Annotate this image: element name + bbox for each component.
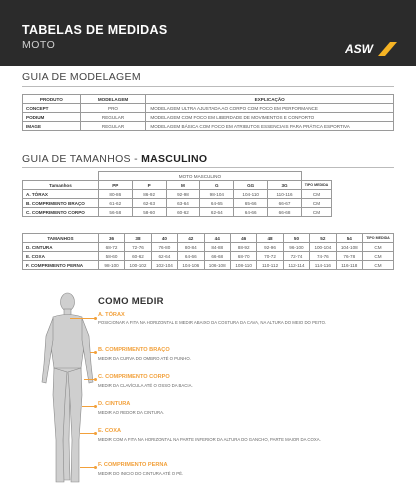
asw-logo — [345, 40, 397, 58]
table-header-cell: TIPO MEDIDA — [363, 234, 394, 243]
silhouette-torso — [51, 315, 84, 372]
table-cell: CM — [363, 243, 394, 252]
table-cell: 80-86 — [98, 190, 132, 199]
table-cell: REGULAR — [80, 113, 146, 122]
product-name: IMAGE — [23, 122, 81, 131]
page-title: TABELAS DE MEDIDAS — [22, 23, 168, 37]
measure-title-f: F. COMPRIMENTO PERNA — [98, 462, 168, 468]
leader-dot-e — [94, 432, 97, 435]
tamanhos-title-prefix: GUIA DE TAMANHOS - — [22, 153, 142, 165]
table-header-cell: MODELAGEM — [80, 95, 146, 104]
table-header-cell: TIPO MEDIDA — [301, 181, 331, 190]
product-name: PODIUM — [23, 113, 81, 122]
table-header-cell: M — [166, 181, 200, 190]
table-header-cell: 44 — [204, 234, 230, 243]
table-cell: 106-108 — [204, 261, 230, 270]
table-cell: 76-80 — [151, 243, 177, 252]
como-medir-title: COMO MEDIR — [98, 296, 164, 307]
table-cell: 56-58 — [98, 208, 132, 217]
table-cell: 100-102 — [125, 261, 151, 270]
table-cell: CM — [363, 261, 394, 270]
table-cell: 116-118 — [336, 261, 362, 270]
table-cell: 66-68 — [204, 252, 230, 261]
table-cell: PRO — [80, 104, 146, 113]
table-cell: 58-60 — [98, 252, 124, 261]
table-cell: CM — [301, 199, 331, 208]
table-row — [23, 243, 394, 252]
table-header-cell: EXPLICAÇÃO — [146, 95, 394, 104]
table-cell: 110-116 — [268, 190, 302, 199]
table-cell: 68-72 — [98, 243, 124, 252]
tamanhos-title — [22, 153, 207, 165]
table-cell: MODELAGEM COM FOCO EM LIBERDADE DE MOVIMENTOS E CONFORTO — [146, 113, 394, 122]
table-header-cell: 40 — [151, 234, 177, 243]
table-cell: 65-66 — [234, 199, 268, 208]
table-cell: 108-110 — [230, 261, 256, 270]
measure-title-b: B. COMPRIMENTO BRAÇO — [98, 347, 170, 353]
table-header-cell: 46 — [230, 234, 256, 243]
table-group-row — [23, 172, 332, 181]
table-cell: 100-104 — [310, 243, 336, 252]
table-cell: 70-72 — [257, 252, 283, 261]
silhouette-head — [61, 293, 75, 311]
body-silhouette — [40, 290, 95, 490]
table-row — [23, 261, 394, 270]
table-row — [23, 252, 394, 261]
measure-title-a: A. TÓRAX — [98, 312, 125, 318]
modelagem-title: GUIA DE MODELAGEM — [22, 71, 141, 83]
table-header-row — [23, 181, 332, 190]
silhouette-right-leg — [68, 368, 82, 482]
table-cell: CM — [301, 190, 331, 199]
table-cell: 64-66 — [234, 208, 268, 217]
measure-title-e: E. COXA — [98, 428, 122, 434]
table-row — [23, 122, 394, 131]
table-cell: 92-98 — [166, 190, 200, 199]
measure-label: E. COXA — [23, 252, 99, 261]
logo-stripe-icon — [378, 42, 397, 56]
table-cell: 62-64 — [200, 208, 234, 217]
table-header-cell: 3G — [268, 181, 302, 190]
table-cell: MODELAGEM BÁSICA COM FOCO EM ATRIBUTOS ESSENCIAIS PARA PRÁTICA ESPORTIVA — [146, 122, 394, 131]
table-cell: 88-92 — [230, 243, 256, 252]
size-table-bottom — [22, 233, 394, 270]
table-header-cell: G — [200, 181, 234, 190]
measure-label: A. TÓRAX — [23, 190, 99, 199]
leader-line-a — [70, 318, 96, 319]
table-cell: 84-88 — [204, 243, 230, 252]
table-cell: 58-60 — [132, 208, 166, 217]
table-header-cell: 52 — [310, 234, 336, 243]
table-cell: 104-110 — [234, 190, 268, 199]
table-header-cell: PP — [98, 181, 132, 190]
measure-desc-a: POSICIONAR A FITA NA HORIZONTAL E MEDIR ABAIXO DA COSTURA DA CAVA, NA ALTURA DO MEIO DO PEITO. — [98, 320, 327, 325]
table-row — [23, 104, 394, 113]
table-cell: 68-70 — [230, 252, 256, 261]
page-subtitle: MOTO — [22, 39, 56, 51]
divider — [22, 86, 394, 87]
table-header-cell: 36 — [98, 234, 124, 243]
table-header-cell: 42 — [178, 234, 204, 243]
table-cell: 80-84 — [178, 243, 204, 252]
table-row — [23, 113, 394, 122]
table-header-cell: TAMANHOS — [23, 234, 99, 243]
table-cell: 61-62 — [98, 199, 132, 208]
table-cell: 92-96 — [257, 243, 283, 252]
leader-dot-c — [94, 378, 97, 381]
table-cell: 96-100 — [283, 243, 309, 252]
table-cell: REGULAR — [80, 122, 146, 131]
leader-dot-d — [94, 405, 97, 408]
measure-label: F. COMPRIMENTO PERNA — [23, 261, 99, 270]
table-cell: 104-108 — [336, 243, 362, 252]
table-cell: 76-78 — [336, 252, 362, 261]
table-cell: 66-67 — [268, 199, 302, 208]
size-table-top — [22, 171, 332, 217]
modelagem-table — [22, 94, 394, 131]
table-cell: 114-116 — [310, 261, 336, 270]
measure-label: D. CINTURA — [23, 243, 99, 252]
table-header-cell: PRODUTO — [23, 95, 81, 104]
table-header-row — [23, 234, 394, 243]
measure-desc-d: MEDIR AO REDOR DA CINTURA. — [98, 410, 165, 415]
table-header-cell: 50 — [283, 234, 309, 243]
measure-title-c: C. COMPRIMENTO CORPO — [98, 374, 170, 380]
measure-desc-e: MEDIR COM A FITA NA HORIZONTAL NA PARTE INFERIOR DA ALTURA DO GANCHO, PARTE MAIOR DA COXA. — [98, 437, 321, 442]
table-cell: 60-62 — [125, 252, 151, 261]
table-cell: 72-76 — [125, 243, 151, 252]
silhouette-left-arm — [42, 318, 53, 383]
table-header-cell: 48 — [257, 234, 283, 243]
table-cell: 62-64 — [151, 252, 177, 261]
table-header-cell: GG — [234, 181, 268, 190]
silhouette-neck — [64, 309, 71, 315]
table-cell: 86-92 — [132, 190, 166, 199]
table-cell: 62-63 — [132, 199, 166, 208]
table-cell: 110-112 — [257, 261, 283, 270]
group-label: MOTO MASCULINO — [98, 172, 301, 181]
table-cell: 104-106 — [178, 261, 204, 270]
leader-dot-b — [94, 351, 97, 354]
table-cell: 98-100 — [98, 261, 124, 270]
table-cell: CM — [363, 252, 394, 261]
product-name: CONCEPT — [23, 104, 81, 113]
leader-dot-f — [94, 466, 97, 469]
measure-label: C. COMPRIMENTO CORPO — [23, 208, 99, 217]
table-cell: 64-66 — [178, 252, 204, 261]
page-header — [0, 0, 416, 66]
measure-desc-f: MEDIR DO INICIO DO CINTURA ATÉ O PÉ. — [98, 471, 184, 476]
table-cell: 63-64 — [166, 199, 200, 208]
table-cell: 112-114 — [283, 261, 309, 270]
table-header-cell: Tamanhos — [23, 181, 99, 190]
table-header-cell: 38 — [125, 234, 151, 243]
measure-desc-b: MEDIR DA CURVA DO OMBRO ATÉ O PUNHO. — [98, 356, 191, 361]
table-cell: 66-68 — [268, 208, 302, 217]
table-cell: 74-76 — [310, 252, 336, 261]
table-header-row — [23, 95, 394, 104]
table-header-cell: 54 — [336, 234, 362, 243]
silhouette-right-arm — [82, 318, 93, 383]
table-cell: CM — [301, 208, 331, 217]
table-cell: 64-65 — [200, 199, 234, 208]
table-cell: MODELAGEM ULTRA AJUSTADA AO CORPO COM FOCO EM PERFORMANCE — [146, 104, 394, 113]
leader-dot-a — [94, 317, 97, 320]
logo-text: ASW — [345, 42, 373, 56]
table-row — [23, 199, 332, 208]
tamanhos-title-bold: MASCULINO — [141, 153, 208, 165]
measure-title-d: D. CINTURA — [98, 401, 131, 407]
measure-label: B. COMPRIMENTO BRAÇO — [23, 199, 99, 208]
table-cell: 72-74 — [283, 252, 309, 261]
divider — [22, 167, 394, 168]
table-row — [23, 208, 332, 217]
measure-desc-c: MEDIR DA CLAVÍCULA ATÉ O OSSO DA BACIA. — [98, 383, 193, 388]
table-header-cell: P — [132, 181, 166, 190]
table-row — [23, 190, 332, 199]
table-cell: 98-104 — [200, 190, 234, 199]
table-cell: 102-104 — [151, 261, 177, 270]
table-cell: 60-62 — [166, 208, 200, 217]
